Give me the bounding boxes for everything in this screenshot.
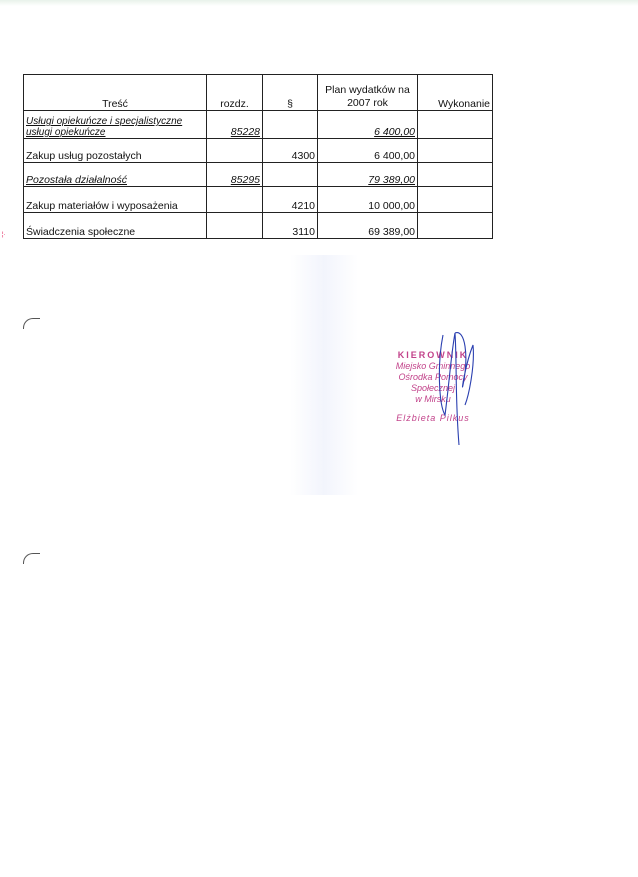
cell-paragraf	[263, 111, 318, 139]
cell-rozdz	[207, 213, 263, 239]
cell-rozdz	[207, 187, 263, 213]
cell-desc: Świadczenia społeczne	[24, 213, 207, 239]
cell-plan: 69 389,00	[318, 213, 418, 239]
cell-paragraf: 4300	[263, 139, 318, 163]
cell-desc: Pozostała działalność	[24, 163, 207, 187]
cell-desc: Usługi opiekuńcze i specjalistyczne usługi opiekuńcze	[24, 111, 207, 139]
cell-wykonanie	[418, 111, 493, 139]
cell-paragraf	[263, 163, 318, 187]
stamp-line: Ośrodka Pomocy Społecznej	[398, 372, 468, 393]
header-plan-line1: Plan wydatków na	[325, 84, 410, 96]
cell-plan: 10 000,00	[318, 187, 418, 213]
handwritten-signature	[425, 325, 485, 455]
cell-rozdz	[207, 139, 263, 163]
scan-edge	[0, 0, 638, 6]
cell-rozdz: 85295	[207, 163, 263, 187]
punch-hole-mark	[23, 553, 40, 564]
stamp-title: KIEROWNIK	[397, 350, 469, 360]
header-desc: Treść	[24, 75, 207, 111]
cell-rozdz: 85228	[207, 111, 263, 139]
table-row	[24, 111, 493, 139]
cell-wykonanie	[418, 187, 493, 213]
stamp-line: Miejsko Gminnego	[395, 361, 471, 371]
table-header-row	[24, 75, 493, 111]
margin-mark: ¦·	[2, 232, 6, 238]
header-paragraf: §	[263, 75, 318, 111]
table-row	[24, 139, 493, 163]
table-row	[24, 187, 493, 213]
cell-desc: Zakup materiałów i wyposażenia	[24, 187, 207, 213]
budget-table	[23, 74, 493, 239]
cell-plan: 6 400,00	[318, 111, 418, 139]
header-rozdz: rozdz.	[207, 75, 263, 111]
header-plan-line2: 2007 rok	[347, 97, 388, 109]
punch-hole-mark	[23, 318, 40, 329]
cell-paragraf: 4210	[263, 187, 318, 213]
stamp-name: Elżbieta Pilkus	[396, 413, 470, 423]
cell-plan: 79 389,00	[318, 163, 418, 187]
header-plan	[318, 75, 418, 111]
header-wykonanie: Wykonanie	[418, 75, 493, 111]
cell-desc: Zakup usług pozostałych	[24, 139, 207, 163]
cell-wykonanie	[418, 139, 493, 163]
cell-plan: 6 400,00	[318, 139, 418, 163]
scan-fold-shadow	[290, 255, 358, 495]
cell-wykonanie	[418, 213, 493, 239]
cell-wykonanie	[418, 163, 493, 187]
table-row	[24, 163, 493, 187]
table-row	[24, 213, 493, 239]
stamp-line: w Mirsku	[415, 394, 451, 404]
cell-paragraf: 3110	[263, 213, 318, 239]
